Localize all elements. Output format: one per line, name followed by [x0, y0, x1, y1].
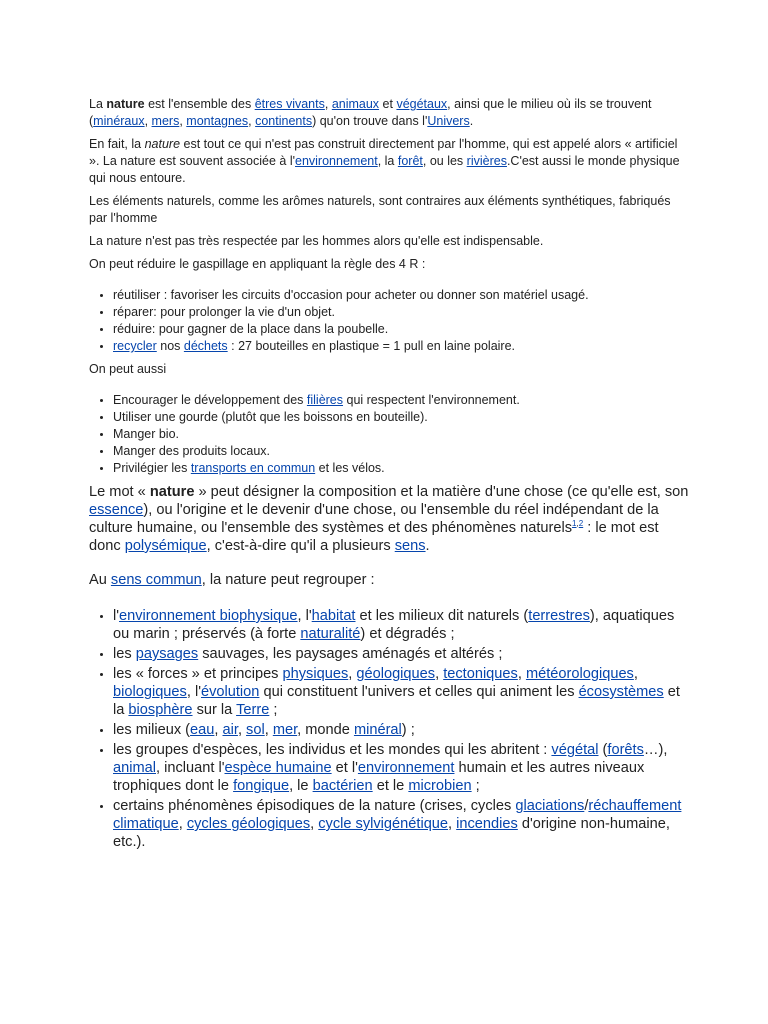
link-mineraux[interactable]: minéraux — [93, 114, 145, 128]
text: , — [310, 816, 319, 832]
link-mineral[interactable]: minéral — [353, 722, 402, 738]
link-ecosystemes[interactable]: écosystèmes — [578, 684, 664, 700]
text: humain et les autres niveaux trophiques dont le — [113, 760, 645, 794]
link-biologiques[interactable]: biologiques — [113, 684, 187, 700]
text: , l' — [186, 684, 201, 700]
paragraph-artificiel — [89, 136, 689, 187]
text: : le mot est donc — [89, 520, 659, 554]
text: ), ou l'origine et le devenir d'une chose, ou l'ensemble du réel indépendant de la culture humaine, ou l'ensemble des systèmes et des phénomènes naturels — [89, 502, 659, 536]
link-bacterien[interactable]: bactérien — [312, 778, 373, 794]
link-terrestres[interactable]: terrestres — [528, 608, 590, 624]
link-meteorologiques[interactable]: météorologiques — [525, 666, 634, 682]
link-sens-commun[interactable]: sens commun — [110, 572, 202, 588]
text: . — [469, 114, 474, 128]
text: ( — [598, 742, 608, 758]
paragraph-respect: La nature n'est pas très respectée par les hommes alors qu'elle est indispensable. — [89, 234, 544, 248]
link-dechets[interactable]: déchets — [183, 339, 228, 353]
text: , ou les — [422, 154, 467, 168]
link-terre[interactable]: Terre — [236, 702, 270, 718]
text: , — [178, 816, 187, 832]
list-item — [113, 797, 689, 851]
text: sur la — [192, 702, 237, 718]
link-rechauffement-climatique[interactable]: réchauffement climatique — [113, 798, 682, 832]
text: , l' — [297, 608, 312, 624]
text: et le — [372, 778, 409, 794]
link-environnement-humain[interactable]: environnement — [357, 760, 455, 776]
text: ), aquatiques ou marin ; préservés (à forte — [113, 608, 675, 642]
paragraph-4r-intro: On peut réduire le gaspillage en appliquant la règle des 4 R : — [89, 257, 426, 271]
bold-term: nature — [149, 484, 195, 500]
text: les groupes d'espèces, les individus et les mondes qui les abritent : — [113, 742, 552, 758]
text: , c'est-à-dire qu'il a plusieurs — [206, 538, 395, 554]
text: , — [214, 722, 223, 738]
text: , — [435, 666, 444, 682]
link-espece-humaine[interactable]: espèce humaine — [224, 760, 332, 776]
text: / — [584, 798, 589, 814]
text: . — [425, 538, 430, 554]
text: et les vélos. — [315, 461, 385, 475]
list-item — [113, 721, 689, 739]
text: l' — [113, 608, 120, 624]
text: et la — [113, 684, 680, 718]
text: ; — [471, 778, 480, 794]
link-continents[interactable]: continents — [255, 114, 313, 128]
link-cycles-geologiques[interactable]: cycles géologiques — [186, 816, 311, 832]
paragraph-sens-commun — [89, 571, 689, 589]
link-environnement[interactable]: environnement — [295, 154, 378, 168]
link-rivieres[interactable]: rivières — [466, 154, 507, 168]
text: …), — [643, 742, 668, 758]
text: , — [264, 722, 273, 738]
text: nos — [156, 339, 184, 353]
text: En fait, la — [89, 137, 145, 151]
text: , la — [377, 154, 398, 168]
list-item: • Manger bio. — [113, 426, 689, 443]
text: qui respectent l'environnement. — [343, 393, 520, 407]
text: , — [324, 97, 332, 111]
link-vegetal[interactable]: végétal — [551, 742, 599, 758]
link-geologiques[interactable]: géologiques — [356, 666, 436, 682]
text: Encourager le développement des — [113, 393, 307, 407]
link-transports-en-commun[interactable]: transports en commun — [190, 461, 316, 475]
text: et les milieux dit naturels ( — [355, 608, 529, 624]
text: , — [348, 666, 357, 682]
text: Au — [89, 572, 111, 588]
text: certains phénomènes épisodiques de la nature (crises, cycles — [113, 798, 516, 814]
link-forets[interactable]: forêts — [607, 742, 644, 758]
text: est tout ce qui n'est pas construit directement par l'homme, qui est appelé alors « artificiel ». La nature est souvent associée à l' — [89, 137, 678, 168]
text: , — [576, 519, 579, 529]
link-microbien[interactable]: microbien — [408, 778, 472, 794]
text: , monde — [297, 722, 354, 738]
text: et l' — [331, 760, 358, 776]
link-recycler[interactable]: recycler — [113, 339, 157, 353]
list-item: • Manger des produits locaux. — [113, 443, 689, 460]
list-item — [113, 741, 689, 795]
paragraph-elements-naturels: Les éléments naturels, comme les arômes naturels, sont contraires aux éléments synthétiques, fabriqués par l'homme — [89, 194, 671, 225]
link-foret[interactable]: forêt — [397, 154, 423, 168]
text: , — [248, 114, 256, 128]
list-item — [113, 338, 689, 355]
list-regroupements — [89, 607, 689, 851]
link-eau[interactable]: eau — [190, 722, 215, 738]
text: d'origine non-humaine, etc.). — [113, 816, 670, 850]
link-vegetaux[interactable]: végétaux — [396, 97, 448, 111]
text: ) et dégradés ; — [360, 626, 455, 642]
link-mers[interactable]: mers — [151, 114, 180, 128]
text: , la nature peut regrouper : — [201, 572, 375, 588]
footnote-refs — [572, 519, 583, 528]
text: : 27 bouteilles en plastique = 1 pull en laine polaire. — [227, 339, 516, 353]
link-sol[interactable]: sol — [246, 722, 265, 738]
link-montagnes[interactable]: montagnes — [186, 114, 249, 128]
text: les — [113, 646, 136, 662]
text: les « forces » et principes — [113, 666, 283, 682]
link-incendies[interactable]: incendies — [456, 816, 518, 832]
text: sauvages, les paysages aménagés et altérés ; — [198, 646, 503, 662]
list-item: • réparer: pour prolonger la vie d'un objet. — [113, 304, 689, 321]
footnote-2-link[interactable]: 2 — [578, 519, 584, 529]
paragraph-on-peut-aussi: On peut aussi — [89, 362, 167, 376]
text: Privilégier les — [113, 461, 191, 475]
link-physiques[interactable]: physiques — [282, 666, 349, 682]
text: , ainsi que le milieu où ils se trouvent ( — [89, 97, 652, 128]
list-item — [113, 460, 689, 477]
article-body — [89, 96, 689, 853]
list-item — [113, 665, 689, 719]
link-biosphere[interactable]: biosphère — [128, 702, 193, 718]
list-4r — [89, 287, 689, 355]
link-environnement-biophysique[interactable]: environnement biophysique — [119, 608, 298, 624]
text: et — [379, 97, 397, 111]
link-naturalite[interactable]: naturalité — [300, 626, 361, 642]
italic-term: nature — [144, 137, 181, 151]
link-polysemique[interactable]: polysémique — [124, 538, 207, 554]
link-essence[interactable]: essence — [89, 502, 144, 518]
text: les milieux ( — [113, 722, 191, 738]
text: , — [237, 722, 247, 738]
text: , — [179, 114, 187, 128]
text: , — [517, 666, 526, 682]
link-animal[interactable]: animal — [113, 760, 156, 776]
link-habitat[interactable]: habitat — [311, 608, 356, 624]
text: ) ; — [401, 722, 415, 738]
text: ; — [269, 702, 278, 718]
text: Le mot « — [89, 484, 150, 500]
text: , — [633, 666, 638, 682]
text: , — [448, 816, 457, 832]
link-evolution[interactable]: évolution — [200, 684, 260, 700]
link-fongique[interactable]: fongique — [233, 778, 290, 794]
text: qui constituent l'univers et celles qui animent les — [259, 684, 579, 700]
paragraph-mot-nature — [89, 483, 689, 555]
list-actions — [89, 392, 689, 477]
link-filieres[interactable]: filières — [306, 393, 344, 407]
text: » peut désigner la composition et la matière d'une chose (ce qu'elle est, son — [194, 484, 689, 500]
link-tectoniques[interactable]: tectoniques — [443, 666, 518, 682]
text: , — [144, 114, 152, 128]
link-etres-vivants[interactable]: êtres vivants — [254, 97, 325, 111]
link-animaux[interactable]: animaux — [331, 97, 380, 111]
link-cycle-sylvigenetique[interactable]: cycle sylvigénétique — [318, 816, 449, 832]
text: , le — [289, 778, 313, 794]
main-section — [89, 483, 689, 851]
text: La — [89, 97, 107, 111]
text: .C'est aussi le monde physique qui nous entoure. — [89, 154, 680, 185]
text: est l'ensemble des — [144, 97, 255, 111]
text: , incluant l' — [156, 760, 225, 776]
link-mer[interactable]: mer — [272, 722, 298, 738]
list-item — [113, 607, 689, 643]
paragraph-definition — [89, 96, 689, 130]
link-paysages[interactable]: paysages — [135, 646, 199, 662]
list-item: • réduire: pour gagner de la place dans la poubelle. — [113, 321, 689, 338]
list-item: • Utiliser une gourde (plutôt que les boissons en bouteille). — [113, 409, 689, 426]
intro-section — [89, 96, 689, 477]
text: ) qu'on trouve dans l' — [312, 114, 428, 128]
list-item: • réutiliser : favoriser les circuits d'occasion pour acheter ou donner son matériel usagé. — [113, 287, 689, 304]
link-air[interactable]: air — [222, 722, 238, 738]
link-sens[interactable]: sens — [394, 538, 426, 554]
bold-term: nature — [106, 97, 145, 111]
footnote-1-link[interactable]: 1 — [572, 519, 577, 529]
link-glaciations[interactable]: glaciations — [515, 798, 585, 814]
list-item — [113, 645, 689, 663]
list-item — [113, 392, 689, 409]
link-univers[interactable]: Univers — [427, 114, 470, 128]
